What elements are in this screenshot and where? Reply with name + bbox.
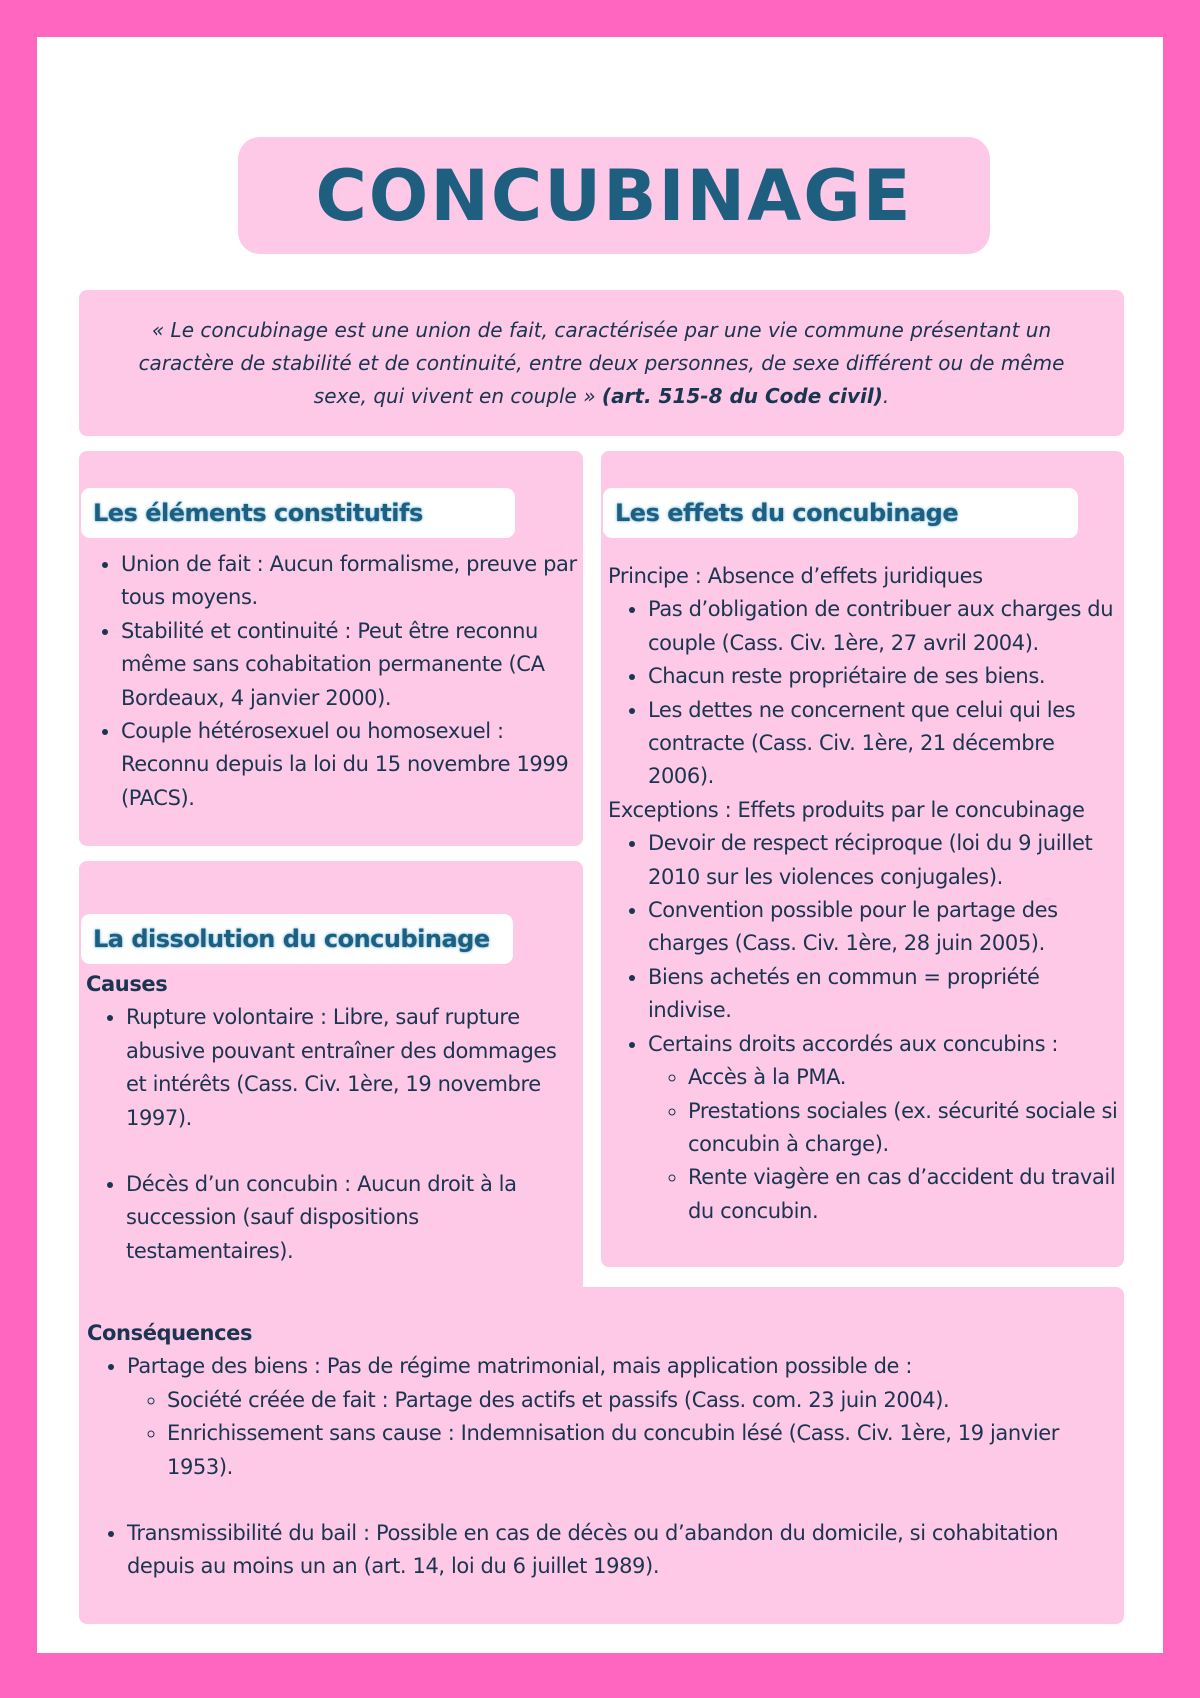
elements-list-block xyxy=(81,548,581,815)
list-item: • Transmissibilité du bail : Possible en cas de décès ou d’abandon du domicile, si cohabitation depuis au moins un an (art. 14, loi du 6 juillet 1989). xyxy=(127,1517,1117,1584)
definition-reference: (art. 515-8 du Code civil) xyxy=(601,384,883,408)
list-item: • Pas d’obligation de contribuer aux charges du couple (Cass. Civ. 1ère, 27 avril 2004). xyxy=(648,593,1124,660)
list-item: • Convention possible pour le partage des charges (Cass. Civ. 1ère, 28 juin 2005). xyxy=(648,894,1124,961)
list-item: ◦ Rente viagère en cas d’accident du travail du concubin. xyxy=(688,1161,1124,1228)
list-item: • Rupture volontaire : Libre, sauf rupture abusive pouvant entraîner des dommages et intérêts (Cass. Civ. 1ère, 19 novembre 1997). xyxy=(126,1001,582,1135)
definition-quote: « Le concubinage est une union de fait, caractérisée par une vie commune présentant un caractère de stabilité et de continuité, entre deux personnes, de sexe différent ou de même sexe, qui vivent en couple » xyxy=(138,318,1065,408)
title-banner xyxy=(238,137,990,254)
droits-list xyxy=(648,1061,1124,1228)
list-item: • Stabilité et continuité : Peut être reconnu même sans cohabitation permanente (CA Bordeaux, 4 janvier 2000). xyxy=(121,615,581,715)
page-title: CONCUBINAGE xyxy=(315,154,913,237)
dissolution-heading-chip xyxy=(81,914,513,964)
dissolution-heading: La dissolution du concubinage xyxy=(93,925,490,953)
definition-panel xyxy=(79,290,1124,436)
list-item: ◦ Société créée de fait : Partage des actifs et passifs (Cass. com. 23 juin 2004). xyxy=(167,1384,1117,1417)
causes-block xyxy=(86,968,582,1268)
effets-heading: Les effets du concubinage xyxy=(615,499,959,527)
droits-intro: Certains droits accordés aux concubins : xyxy=(648,1031,1059,1056)
causes-label: Causes xyxy=(86,972,168,996)
list-item: • Union de fait : Aucun formalisme, preuve par tous moyens. xyxy=(121,548,581,615)
elements-heading-chip xyxy=(81,488,515,538)
causes-list xyxy=(86,1001,582,1268)
list-item xyxy=(648,1028,1124,1228)
list-item: • Couple hétérosexuel ou homosexuel : Reconnu depuis la loi du 15 novembre 1999 (PACS). xyxy=(121,715,581,815)
consequences-list xyxy=(87,1350,1117,1583)
principe-label: Principe : Absence d’effets juridiques xyxy=(608,564,983,588)
list-item: • Décès d’un concubin : Aucun droit à la succession (sauf dispositions testamentaires). xyxy=(126,1168,582,1268)
consequences-block xyxy=(87,1317,1117,1584)
exceptions-list xyxy=(608,827,1124,1228)
consequences-label: Conséquences xyxy=(87,1321,253,1345)
partage-item: Partage des biens : Pas de régime matrimonial, mais application possible de : xyxy=(127,1354,912,1379)
list-item: ◦ Accès à la PMA. xyxy=(688,1061,1124,1094)
definition-period: . xyxy=(882,384,890,408)
elements-list xyxy=(81,548,581,815)
exceptions-label: Exceptions : Effets produits par le concubinage xyxy=(608,797,1085,822)
list-item: ◦ Prestations sociales (ex. sécurité sociale si concubin à charge). xyxy=(688,1095,1124,1162)
principe-list xyxy=(608,593,1124,793)
elements-heading: Les éléments constitutifs xyxy=(93,499,423,527)
list-item: • Les dettes ne concernent que celui qui les contracte (Cass. Civ. 1ère, 21 décembre 2006). xyxy=(648,694,1124,794)
list-item: ◦ Enrichissement sans cause : Indemnisation du concubin lésé (Cass. Civ. 1ère, 19 janvier 1953). xyxy=(167,1417,1117,1484)
list-item: • Devoir de respect réciproque (loi du 9 juillet 2010 sur les violences conjugales). xyxy=(648,827,1124,894)
partage-sublist xyxy=(127,1384,1117,1484)
list-item: • Biens achetés en commun = propriété indivise. xyxy=(648,961,1124,1028)
effets-text-block xyxy=(608,560,1124,1228)
list-item xyxy=(127,1350,1117,1484)
effets-heading-chip xyxy=(603,488,1078,538)
list-item: • Chacun reste propriétaire de ses biens. xyxy=(648,660,1124,693)
